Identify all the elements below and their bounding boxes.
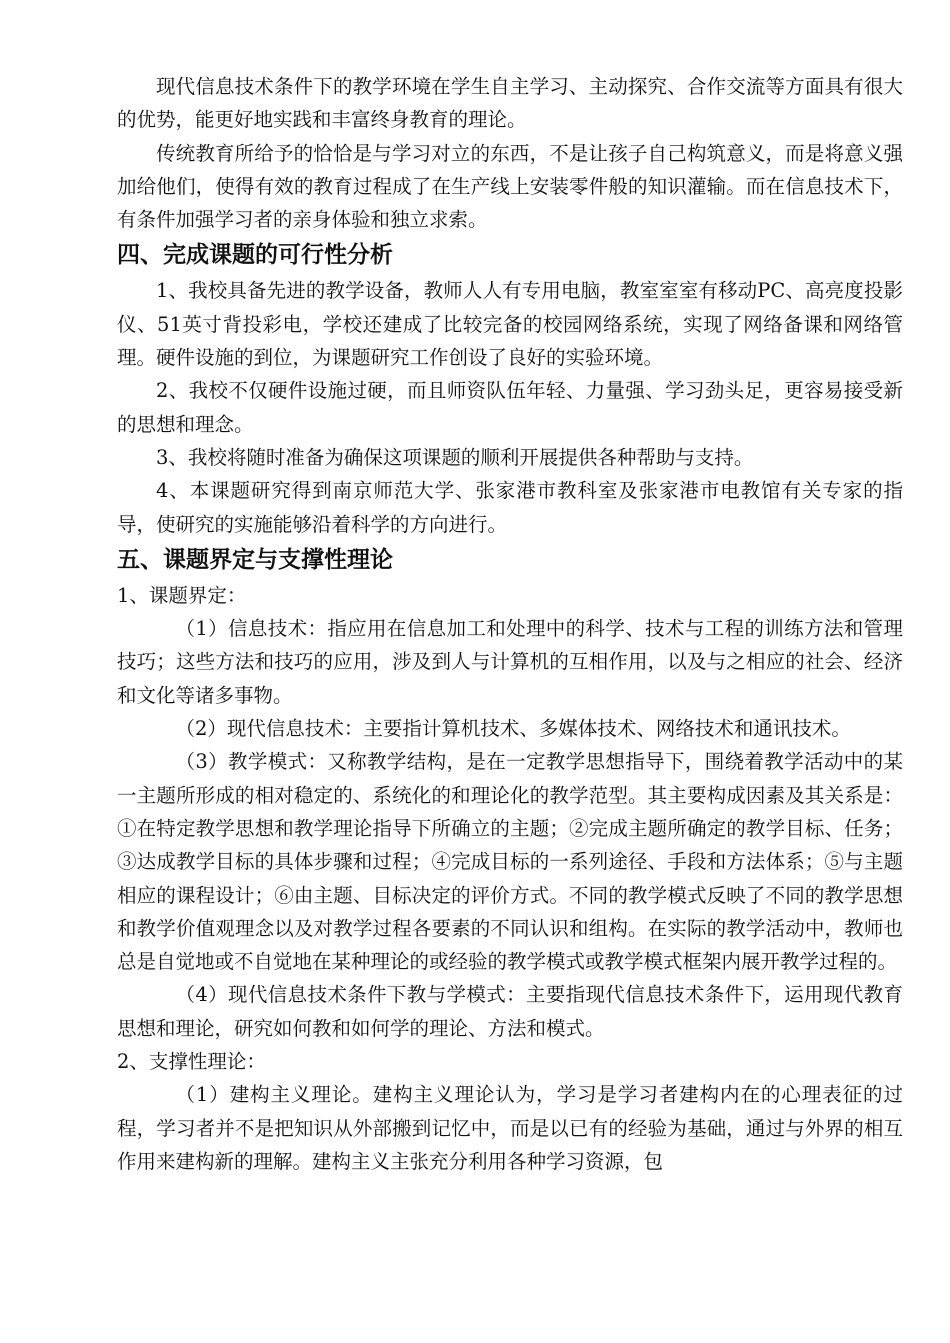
definition-4: （4）现代信息技术条件下教与学模式：主要指现代信息技术条件下，运用现代教育思想和理论，研究如何教和如何学的理论、方法和模式。	[117, 983, 903, 1040]
intro-paragraph-1: 现代信息技术条件下的教学环境在学生自主学习、主动探究、合作交流等方面具有很大的优势，能更好地实践和丰富终身教育的理论。	[117, 75, 903, 132]
feasibility-item-2: 2、我校不仅硬件设施过硬，而且师资队伍年轻、力量强、学习劲头足，更容易接受新的思想和理念。	[117, 379, 903, 436]
feasibility-item-4: 4、本课题研究得到南京师范大学、张家港市教科室及张家港市电教馆有关专家的指导，使研究的实施能够沿着科学的方向进行。	[117, 479, 903, 536]
feasibility-item-1: 1、我校具备先进的教学设备，教师人人有专用电脑，教室室室有移动PC、高亮度投影仪、51英寸背投彩电，学校还建成了比较完备的校园网络系统，实现了网络备课和网络管理。硬件设施的到位，为课题研究工作创设了良好的实验环境。	[117, 279, 903, 370]
intro-paragraph-2: 传统教育所给予的恰恰是与学习对立的东西，不是让孩子自己构筑意义，而是将意义强加给他们，使得有效的教育过程成了在生产线上安装零件般的知识灌输。而在信息技术下，有条件加强学习者的亲身体验和独立求索。	[117, 141, 903, 232]
subheading-supporting-theory: 2、支撑性理论：	[117, 1050, 266, 1074]
document-page	[117, 70, 903, 1178]
feasibility-item-3: 3、我校将随时准备为确保这项课题的顺利开展提供各种帮助与支持。	[156, 445, 754, 469]
definition-2: （2）现代信息技术：主要指计算机技术、多媒体技术、网络技术和通讯技术。	[175, 717, 851, 741]
section-5-heading: 五、课题界定与支撑性理论	[117, 545, 393, 573]
subheading-topic-definition: 1、课题界定：	[117, 583, 247, 607]
theory-1: （1）建构主义理论。建构主义理论认为，学习是学习者建构内在的心理表征的过程，学习者并不是把知识从外部搬到记忆中，而是以已有的经验为基础，通过与外界的相互作用来建构新的理解。建构主义主张充分利用各种学习资源，包	[117, 1083, 903, 1173]
definition-3: （3）教学模式：又称教学结构，是在一定教学思想指导下，围绕着教学活动中的某一主题所形成的相对稳定的、系统化的和理论化的教学范型。其主要构成因素及其关系是：①在特定教学思想和教学理论指导下所确立的主题；②完成主题所确定的教学目标、任务；③达成教学目标的具体步骤和过程；④完成目标的一系列途径、手段和方法体系；⑤与主题相应的课程设计；⑥由主题、目标决定的评价方式。不同的教学模式反映了不同的教学思想和教学价值观理念以及对教学过程各要素的不同认识和组构。在实际的教学活动中，教师也总是自觉地或不自觉地在某种理论的或经验的教学模式或教学模式框架内展开教学过程的。	[117, 750, 903, 974]
definition-1: （1）信息技术：指应用在信息加工和处理中的科学、技术与工程的训练方法和管理技巧；这些方法和技巧的应用，涉及到人与计算机的互相作用，以及与之相应的社会、经济和文化等诸多事物。	[117, 617, 903, 707]
section-4-heading: 四、完成课题的可行性分析	[117, 241, 393, 269]
